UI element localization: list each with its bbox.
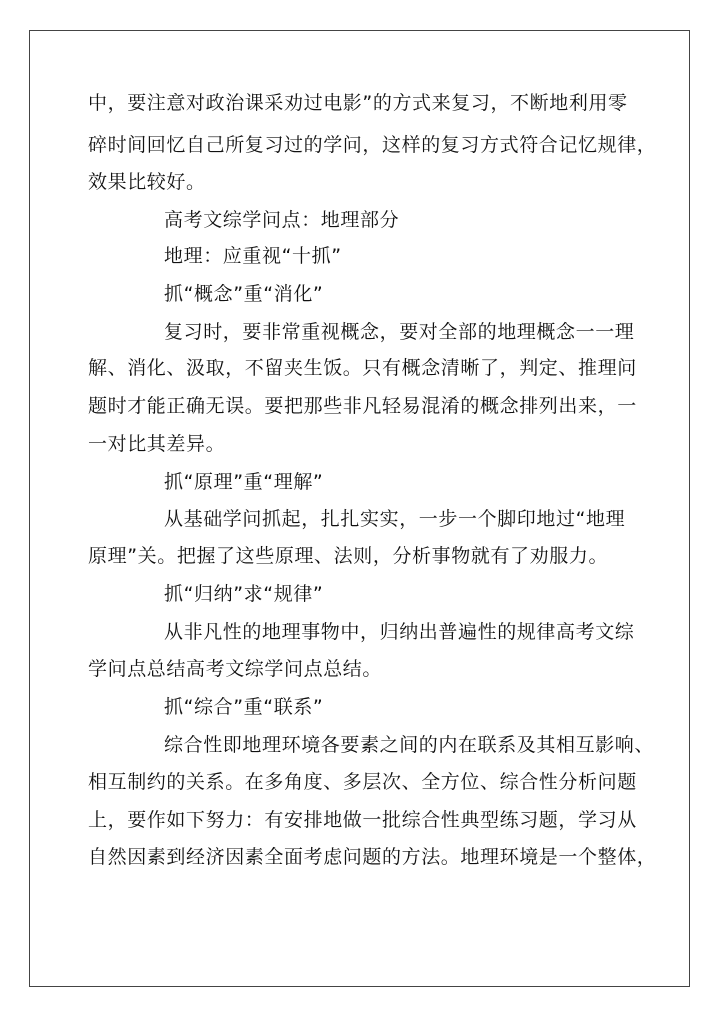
text-line: 效果比较好。 <box>88 171 206 193</box>
subsection-heading: 抓“原理”重“理解” <box>164 471 324 493</box>
text-line: 从基础学问抓起，扎扎实实，一步一个脚印地过“地理 <box>164 508 626 530</box>
section-heading: 地理：应重视“十抓” <box>164 245 342 267</box>
text-line: 相互制约的关系。在多角度、多层次、全方位、综合性分析问题 <box>88 771 637 793</box>
section-heading: 高考文综学问点：地理部分 <box>164 209 400 231</box>
text-line: 一对比其差异。 <box>88 433 226 455</box>
text-line: 中，要注意对政治课采劝过电影”的方式来复习，不断地利用零 <box>88 92 628 114</box>
text-line: 原理”关。把握了这些原理、法则，分析事物就有了劝服力。 <box>88 545 609 567</box>
text-line: 学问点总结高考文综学问点总结。 <box>88 658 383 680</box>
subsection-heading: 抓“归纳”求“规律” <box>164 583 324 605</box>
subsection-heading: 抓“概念”重“消化” <box>164 283 324 305</box>
text-line: 从非凡性的地理事物中，归纳出普遍性的规律高考文综 <box>164 621 635 643</box>
subsection-heading: 抓“综合”重“联系” <box>164 696 324 718</box>
text-line: 上，要作如下努力：有安排地做一批综合性典型练习题，学习从 <box>88 809 637 831</box>
text-line: 自然因素到经济因素全面考虑问题的方法。地理环境是一个整体， <box>88 846 657 868</box>
text-line: 解、消化、汲取，不留夹生饭。只有概念清晰了，判定、推理问 <box>88 357 637 379</box>
text-line: 碎时间回忆自己所复习过的学问，这样的复习方式符合记忆规律， <box>88 134 657 156</box>
text-line: 题时才能正确无误。要把那些非凡轻易混淆的概念排列出来，一 <box>88 395 637 417</box>
text-line: 复习时，要非常重视概念，要对全部的地理概念一一理 <box>164 321 635 343</box>
text-line: 综合性即地理环境各要素之间的内在联系及其相互影响、 <box>164 734 655 756</box>
